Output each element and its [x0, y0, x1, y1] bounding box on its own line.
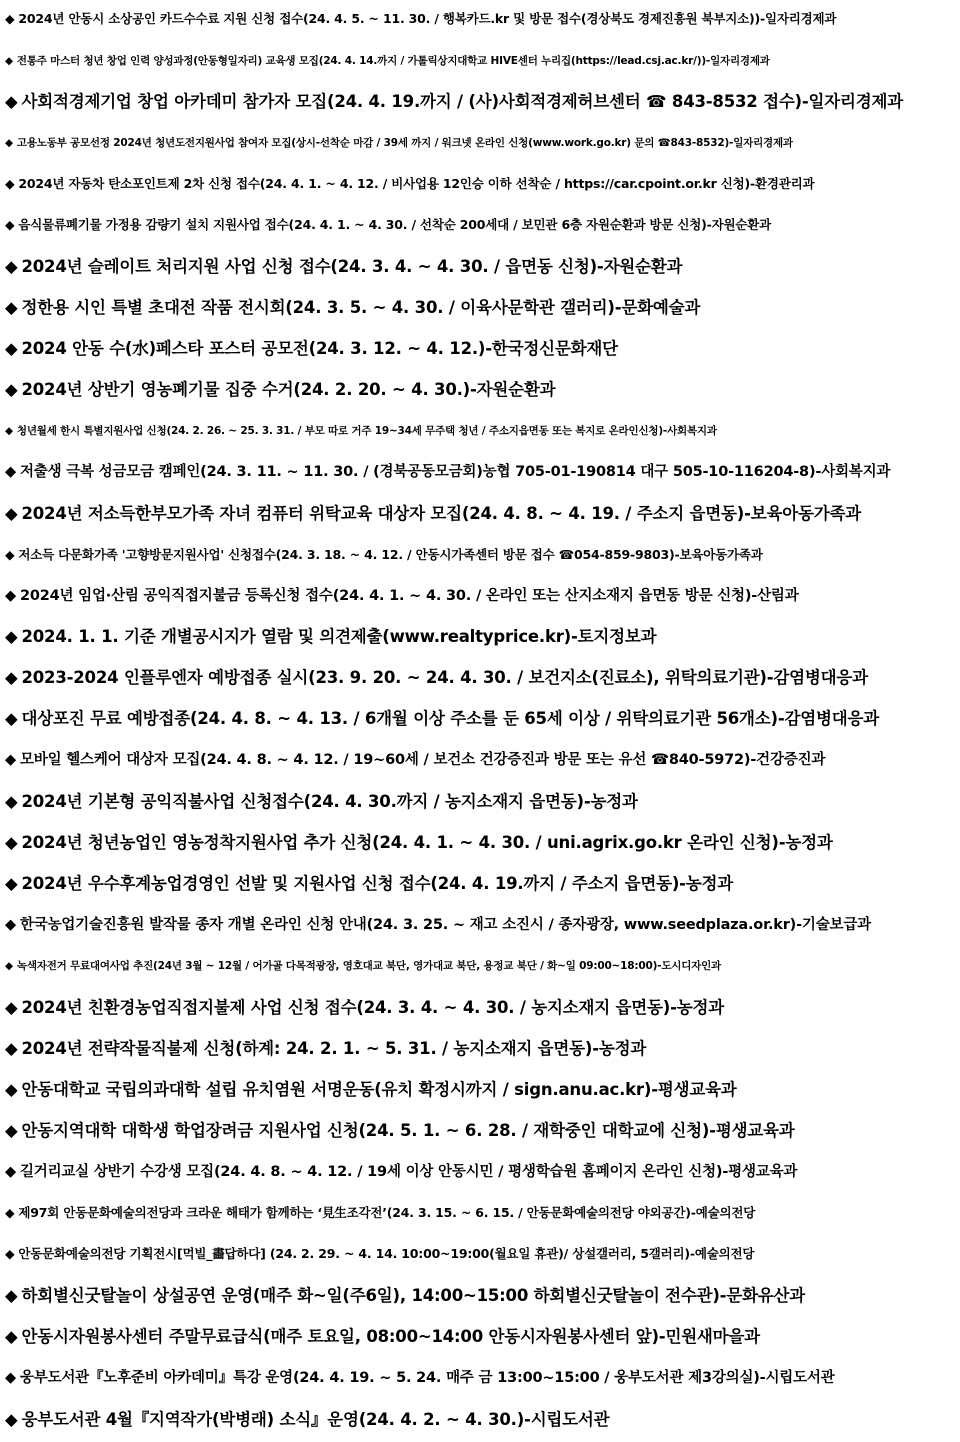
notice-item: [5, 213, 956, 237]
notice-item: [5, 707, 956, 731]
notice-item: [5, 419, 956, 443]
notice-item: [5, 1078, 956, 1102]
notice-item: [5, 1201, 956, 1225]
diamond-bullet-icon: ◆: [5, 1205, 15, 1220]
notice-text: 하회별신굿탈놀이 상설공연 운영(매주 화~일(주6일), 14:00~15:00 하회별신굿탈놀이 전수관)-문화유산과: [21, 1286, 806, 1305]
notice-item: [5, 1119, 956, 1143]
notice-item: [5, 831, 956, 855]
notice-item: [5, 172, 956, 196]
notice-item: [5, 7, 956, 31]
notice-item: [5, 913, 956, 937]
notice-text: 2024년 기본형 공익직불사업 신청접수(24. 4. 30.까지 / 농지소재지 읍면동)-농정과: [21, 792, 638, 811]
notice-text: 고용노동부 공모선정 2024년 청년도전지원사업 참여자 모집(상시-선착순 마감 / 39세 까지 / 워크넷 온라인 신청(www.work.go.kr) 문의 ☎843-8532)-일자리경제과: [16, 137, 793, 149]
notice-text: 2024년 자동차 탄소포인트제 2차 신청 접수(24. 4. 1. ~ 4. 12. / 비사업용 12인승 이하 선착순 / https://car.cpoint.or.kr 신청)-환경관리과: [18, 176, 815, 191]
notice-text: 2024년 친환경농업직접지불제 사업 신청 접수(24. 3. 4. ~ 4. 30. / 농지소재지 읍면동)-농정과: [21, 998, 724, 1017]
notice-item: [5, 1160, 956, 1184]
notice-text: 제97회 안동문화예술의전당과 크라운 해태가 함께하는 ‘見生조각전’(24. 3. 15. ~ 6. 15. / 안동문화예술의전당 야외공간)-예술의전당: [18, 1205, 756, 1220]
diamond-bullet-icon: ◆: [5, 792, 18, 811]
diamond-bullet-icon: ◆: [5, 668, 18, 687]
diamond-bullet-icon: ◆: [5, 217, 15, 232]
notice-text: 정한용 시인 특별 초대전 작품 전시회(24. 3. 5. ~ 4. 30. / 이육사문학관 갤러리)-문화예술과: [21, 298, 701, 317]
notice-text: 2024년 슬레이트 처리지원 사업 신청 접수(24. 3. 4. ~ 4. 30. / 읍면동 신청)-자원순환과: [21, 257, 683, 276]
diamond-bullet-icon: ◆: [5, 588, 16, 604]
notice-item: [5, 1037, 956, 1061]
notice-text: 안동지역대학 대학생 학업장려금 지원사업 신청(24. 5. 1. ~ 6. 28. / 재학중인 대학교에 신청)-평생교육과: [21, 1121, 795, 1140]
diamond-bullet-icon: ◆: [5, 55, 13, 67]
notice-item: [5, 584, 956, 608]
notice-item: [5, 1325, 956, 1349]
notice-text: 안동문화예술의전당 기획전시[먹빌_畵답하다] (24. 2. 29. ~ 4. 14. 10:00~19:00(월요일 휴관)/ 상설갤러리, 5갤러리)-예술의전당: [18, 1246, 755, 1261]
notice-item: [5, 378, 956, 402]
notice-item: [5, 543, 956, 567]
diamond-bullet-icon: ◆: [5, 960, 13, 972]
diamond-bullet-icon: ◆: [5, 833, 18, 852]
diamond-bullet-icon: ◆: [5, 11, 15, 26]
diamond-bullet-icon: ◆: [5, 1039, 18, 1058]
notice-text: 길거리교실 상반기 수강생 모집(24. 4. 8. ~ 4. 12. / 19세 이상 안동시민 / 평생학습원 홈페이지 온라인 신청)-평생교육과: [19, 1164, 798, 1180]
notice-item: [5, 954, 956, 978]
diamond-bullet-icon: ◆: [5, 425, 13, 437]
diamond-bullet-icon: ◆: [5, 627, 18, 646]
notice-item: [5, 131, 956, 155]
notice-item: [5, 996, 956, 1020]
notice-text: 2024년 우수후계농업경영인 선발 및 지원사업 신청 접수(24. 4. 19.까지 / 주소지 읍면동)-농정과: [21, 874, 734, 893]
diamond-bullet-icon: ◆: [5, 547, 15, 562]
diamond-bullet-icon: ◆: [5, 1286, 18, 1305]
diamond-bullet-icon: ◆: [5, 1370, 16, 1386]
diamond-bullet-icon: ◆: [5, 1121, 18, 1140]
notice-text: 전통주 마스터 청년 창업 인력 양성과정(안동형일자리) 교육생 모집(24. 4. 14.까지 / 가톨릭상지대학교 HIVE센터 누리집(https://lead.csj.ac.kr/))-일자리경제과: [16, 55, 770, 67]
notice-text: 2024. 1. 1. 기준 개별공시지가 열람 및 의견제출(www.realtyprice.kr)-토지정보과: [21, 627, 657, 646]
diamond-bullet-icon: ◆: [5, 92, 18, 111]
diamond-bullet-icon: ◆: [5, 998, 18, 1017]
notice-text: 한국농업기술진흥원 발작물 종자 개별 온라인 신청 안내(24. 3. 25. ~ 재고 소진시 / 종자광장, www.seedplaza.or.kr)-기술보급과: [19, 917, 871, 933]
notice-text: 2024년 임업·산림 공익직접지불금 등록신청 접수(24. 4. 1. ~ 4. 30. / 온라인 또는 산지소재지 읍면동 방문 신청)-산림과: [19, 588, 799, 604]
notice-text: 안동시자원봉사센터 주말무료급식(매주 토요일, 08:00~14:00 안동시자원봉사센터 앞)-민원새마을과: [21, 1327, 760, 1346]
diamond-bullet-icon: ◆: [5, 137, 13, 149]
diamond-bullet-icon: ◆: [5, 1164, 16, 1180]
diamond-bullet-icon: ◆: [5, 709, 18, 728]
notice-text: 청년월세 한시 특별지원사업 신청(24. 2. 26. ~ 25. 3. 31. / 부모 따로 거주 19~34세 무주택 청년 / 주소지읍면동 또는 복지로 온라인신청)-사회복지과: [16, 425, 717, 437]
notice-text: 웅부도서관 4월『지역작가(박병래) 소식』운영(24. 4. 2. ~ 4. 30.)-시립도서관: [21, 1410, 610, 1429]
notice-text: 2024년 전략작물직불제 신청(하계: 24. 2. 1. ~ 5. 31. / 농지소재지 읍면동)-농정과: [21, 1039, 647, 1058]
notice-text: 2024 안동 수(水)페스타 포스터 공모전(24. 3. 12. ~ 4. 12.)-한국정신문화재단: [21, 339, 618, 358]
diamond-bullet-icon: ◆: [5, 752, 16, 768]
notice-item: [5, 1408, 956, 1432]
diamond-bullet-icon: ◆: [5, 917, 16, 933]
diamond-bullet-icon: ◆: [5, 339, 18, 358]
diamond-bullet-icon: ◆: [5, 504, 18, 523]
notice-item: [5, 502, 956, 526]
diamond-bullet-icon: ◆: [5, 1080, 18, 1099]
diamond-bullet-icon: ◆: [5, 1246, 15, 1261]
notice-text: 2024년 청년농업인 영농정착지원사업 추가 신청(24. 4. 1. ~ 4. 30. / uni.agrix.go.kr 온라인 신청)-농정과: [21, 833, 833, 852]
notice-item: [5, 790, 956, 814]
notice-item: [5, 1284, 956, 1308]
diamond-bullet-icon: ◆: [5, 298, 18, 317]
notice-item: [5, 625, 956, 649]
diamond-bullet-icon: ◆: [5, 176, 15, 191]
diamond-bullet-icon: ◆: [5, 874, 18, 893]
notice-text: 저출생 극복 성금모금 캠페인(24. 3. 11. ~ 11. 30. / (경북공동모금회)농협 705-01-190814 대구 505-10-116204-8)-사회복지과: [19, 464, 891, 480]
notice-text: 녹색자전거 무료대여사업 추진(24년 3월 ~ 12월 / 어가골 다목적광장, 영호대교 북단, 영가대교 북단, 용정교 북단 / 화~일 09:00~18:00)-도시디자인과: [16, 960, 721, 972]
diamond-bullet-icon: ◆: [5, 1410, 18, 1429]
notice-item: [5, 1366, 956, 1390]
notice-text: 웅부도서관『노후준비 아카데미』특강 운영(24. 4. 19. ~ 5. 24. 매주 금 13:00~15:00 / 웅부도서관 제3강의실)-시립도서관: [19, 1370, 835, 1386]
notice-item: [5, 748, 956, 772]
notice-text: 2023-2024 인플루엔자 예방접종 실시(23. 9. 20. ~ 24. 4. 30. / 보건지소(진료소), 위탁의료기관)-감염병대응과: [21, 668, 868, 687]
diamond-bullet-icon: ◆: [5, 464, 16, 480]
notice-item: [5, 337, 956, 361]
notice-text: 모바일 헬스케어 대상자 모집(24. 4. 8. ~ 4. 12. / 19~60세 / 보건소 건강증진과 방문 또는 유선 ☎840-5972)-건강증진과: [19, 752, 826, 768]
notice-text: 사회적경제기업 창업 아카데미 참가자 모집(24. 4. 19.까지 / (사)사회적경제허브센터 ☎ 843-8532 접수)-일자리경제과: [21, 92, 903, 111]
diamond-bullet-icon: ◆: [5, 380, 18, 399]
notice-text: 2024년 상반기 영농폐기물 집중 수거(24. 2. 20. ~ 4. 30.)-자원순환과: [21, 380, 556, 399]
notice-text: 안동대학교 국립의과대학 설립 유치염원 서명운동(유치 확정시까지 / sign.anu.ac.kr)-평생교육과: [21, 1080, 737, 1099]
notice-item: [5, 255, 956, 279]
notice-text: 대상포진 무료 예방접종(24. 4. 8. ~ 4. 13. / 6개월 이상 주소를 둔 65세 이상 / 위탁의료기관 56개소)-감염병대응과: [21, 709, 879, 728]
diamond-bullet-icon: ◆: [5, 1327, 18, 1346]
notice-item: [5, 296, 956, 320]
notice-item: [5, 872, 956, 896]
notice-item: [5, 666, 956, 690]
notice-text: 2024년 안동시 소상공인 카드수수료 지원 신청 접수(24. 4. 5. ~ 11. 30. / 행복카드.kr 및 방문 접수(경상북도 경제진흥원 북부지소))-일자리경제과: [18, 11, 837, 26]
notice-item: [5, 90, 956, 114]
notice-item: [5, 49, 956, 73]
notice-text: 저소득 다문화가족 '고향방문지원사업' 신청접수(24. 3. 18. ~ 4. 12. / 안동시가족센터 방문 접수 ☎054-859-9803)-보육아동가족과: [18, 547, 763, 562]
notice-text: 음식물류폐기물 가정용 감량기 설치 지원사업 접수(24. 4. 1. ~ 4. 30. / 선착순 200세대 / 보민관 6층 자원순환과 방문 신청)-자원순환과: [18, 217, 772, 232]
diamond-bullet-icon: ◆: [5, 257, 18, 276]
notice-item: [5, 460, 956, 484]
notice-text: 2024년 저소득한부모가족 자녀 컴퓨터 위탁교육 대상자 모집(24. 4. 8. ~ 4. 19. / 주소지 읍면동)-보육아동가족과: [21, 504, 861, 523]
notice-item: [5, 1242, 956, 1266]
